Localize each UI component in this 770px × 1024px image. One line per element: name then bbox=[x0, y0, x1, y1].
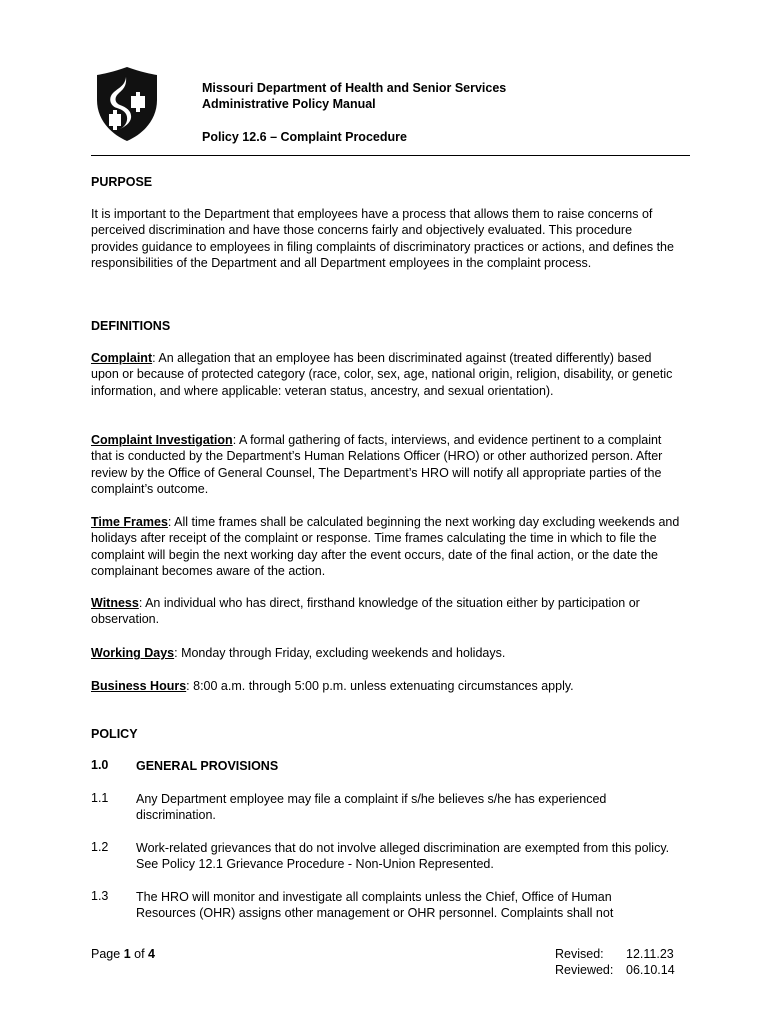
definition-term: Working Days bbox=[91, 646, 175, 660]
definition-text: : Monday through Friday, excluding weekends and holidays. bbox=[174, 646, 506, 660]
purpose-heading: PURPOSE bbox=[91, 175, 153, 189]
definition-term: Complaint Investigation bbox=[91, 433, 233, 447]
page-word: Page bbox=[91, 947, 121, 961]
page-total: 4 bbox=[148, 947, 155, 961]
definition-term: Business Hours bbox=[91, 679, 187, 693]
definition-witness bbox=[91, 595, 681, 628]
revised-date: 12.11.23 bbox=[626, 947, 674, 961]
page-current: 1 bbox=[123, 947, 131, 961]
item-number: 1.1 bbox=[91, 791, 109, 805]
definition-working-days bbox=[91, 645, 681, 661]
definition-term: Complaint bbox=[91, 351, 153, 365]
definition-text: : All time frames shall be calculated beginning the next working day excluding weekends and holidays after receipt of the complaint or response. Time frames calculating the time in which to file the complaint will begin the next working day after the event occurs, date of the final action, or the date the complainant becomes aware of the action. bbox=[91, 515, 680, 578]
header-manual: Administrative Policy Manual bbox=[202, 97, 376, 111]
item-number: 1.3 bbox=[91, 889, 109, 903]
header-policy-title: Policy 12.6 – Complaint Procedure bbox=[202, 130, 407, 144]
definition-text: : A formal gathering of facts, interviews, and evidence pertinent to a complaint that is conducted by the Department’s Human Relations Officer (HRO) or other authorized person. After review by the Office of General Counsel, The Department’s HRO will notify all appropriate parties of the complaint’s outcome. bbox=[91, 433, 663, 496]
reviewed-label: Reviewed: bbox=[555, 963, 614, 977]
item-text: Any Department employee may file a complaint if s/he believes s/he has experienced discrimination. bbox=[136, 792, 607, 823]
section-title: GENERAL PROVISIONS bbox=[136, 759, 279, 773]
definition-business-hours bbox=[91, 678, 681, 694]
policy-heading: POLICY bbox=[91, 727, 138, 741]
purpose-text: It is important to the Department that employees have a process that allows them to raise concerns of perceived discrimination and have those concerns fairly and objectively evaluated. This procedure provides guidance to employees in filing complaints of discriminatory practices or actions, and defines the responsibilities of the Department and all Department employees in the complaint process. bbox=[91, 207, 674, 270]
of-word: of bbox=[134, 947, 145, 961]
header-org: Missouri Department of Health and Senior Services bbox=[202, 81, 507, 95]
dhss-shield-logo bbox=[95, 66, 159, 142]
revised-label: Revised: bbox=[555, 947, 604, 961]
definition-time-frames bbox=[91, 514, 681, 579]
reviewed-date: 06.10.14 bbox=[626, 963, 675, 977]
page-number bbox=[91, 946, 155, 962]
section-number: 1.0 bbox=[91, 758, 109, 772]
header-divider bbox=[91, 155, 690, 156]
item-number: 1.2 bbox=[91, 840, 109, 854]
definition-term: Time Frames bbox=[91, 515, 168, 529]
definition-text: : An allegation that an employee has been discriminated against (treated differently) based upon or because of protected category (race, color, sex, age, national origin, religion, disability, or genetic information, and where applicable: veteran status, ancestry, and sexual orientation). bbox=[91, 351, 673, 398]
definition-complaint bbox=[91, 350, 681, 399]
item-text: Work-related grievances that do not involve alleged discrimination are exempted from this policy. See Policy 12.1 Grievance Procedure - Non-Union Represented. bbox=[136, 841, 670, 872]
definition-complaint-investigation bbox=[91, 432, 681, 497]
definition-term: Witness bbox=[91, 596, 139, 610]
definitions-heading: DEFINITIONS bbox=[91, 319, 171, 333]
definition-text: : An individual who has direct, firsthand knowledge of the situation either by participation or observation. bbox=[91, 596, 640, 627]
item-text: The HRO will monitor and investigate all complaints unless the Chief, Office of Human Resources (OHR) assigns other management or OHR personnel. Complaints shall not bbox=[136, 890, 614, 921]
definition-text: : 8:00 a.m. through 5:00 p.m. unless extenuating circumstances apply. bbox=[186, 679, 574, 693]
